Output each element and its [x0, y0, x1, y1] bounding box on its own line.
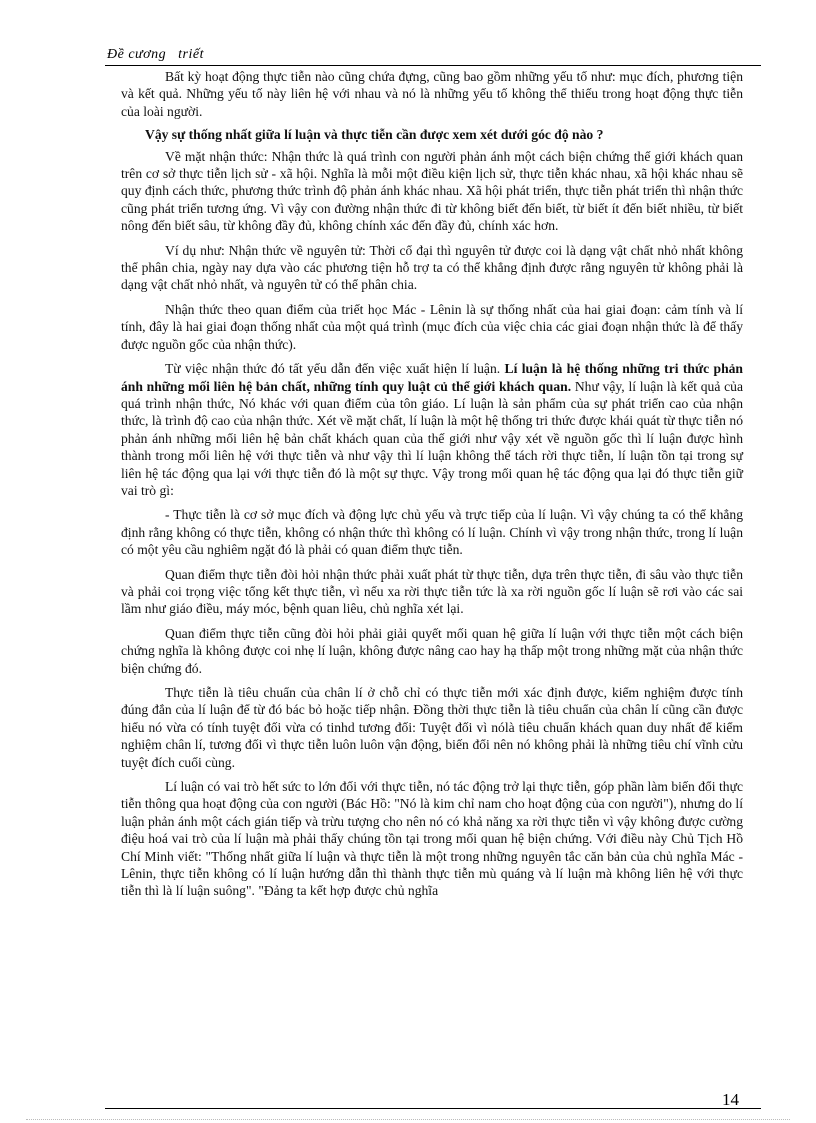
paragraph: Quan điểm thực tiễn đòi hỏi nhận thức phải xuất phát từ thực tiễn, dựa trên thực tiễn, đi sâu vào thực tiễn và phải coi trọng việc tổng kết thực tiễn, vì nếu xa rời thực tiễn tức là xa rời nguồn gốc lí luận sẽ rơi vào các sai lầm như giáo điều, máy móc, bệnh quan liêu, chủ nghĩa xét lại. — [121, 566, 743, 617]
body-text — [121, 68, 743, 907]
header-rule — [105, 65, 761, 66]
running-header: Đề cương triết — [107, 47, 204, 62]
footer-rule — [105, 1108, 761, 1109]
paragraph-rest: Như vậy, lí luận là kết quả của quá trình nhận thức, Nó khác với quan điểm của tôn giáo. Lí luận là sản phẩm của sự phát triển cao của nhận thức, là trình độ cao của nhận thức. Xét về mặt chất, lí luận là một hệ thống tri thức được khái quát từ thực tiễn nó phản ánh những mối liên hệ bản chất khách quan của thế giới như vậy xét về nguồn gốc thì lí luận được hình thành trong mối liên hệ với thực tiễn và như vậy thì lí luận không thể tách rời thực tiễn, lí luận tồn tại trong sự liên hệ tác động qua lại với thực tiễn đó là một sự thực. Vậy trong mối quan hệ tác động qua lại đó thực tiễn giữ vai trò gì: — [121, 378, 743, 498]
paragraph: Lí luận có vai trò hết sức to lớn đối với thực tiễn, nó tác động trở lại thực tiễn, góp phần làm biến đổi thực tiễn thông qua hoạt động của con người (Bác Hồ: "Nó là kim chỉ nam cho hoạt động của con người"), nhưng do lí luận phản ánh một cách gián tiếp và trừu tượng cho nên nó có khả năng xa rời thực tiễn vì vậy không được cường điệu hoá vai trò của lí luận mà phải thấy chúng tồn tại trong mối quan hệ biện chứng. Với điều này Chủ Tịch Hồ Chí Minh viết: "Thống nhất giữa lí luận và thực tiễn là một trong những nguyên tắc căn bản của chủ nghĩa Mác - Lênin, thực tiễn không có lí luận hướng dẫn thì thành thực tiễn mù quáng và lí luận mà không liên hệ với thực tiễn thì là lí luận suông". "Đảng ta kết hợp được chủ nghĩa — [121, 779, 743, 899]
page-number: 14 — [722, 1090, 739, 1109]
paragraph — [121, 360, 743, 499]
paragraph: Nhận thức theo quan điểm của triết học Mác - Lênin là sự thống nhất của hai giai đoạn: cảm tính và lí tính, đây là hai giai đoạn thống nhất của một quá trình (mục đích của việc chia các giai đoạn nhận thức là để thấy được nguồn gốc của nhận thức). — [121, 301, 743, 352]
paragraph: Bất kỳ hoạt động thực tiễn nào cũng chứa đựng, cũng bao gồm những yếu tố như: mục đích, phương tiện và kết quả. Những yếu tố này liên hệ với nhau và nó là những yếu tố không thể thiếu trong hoạt động thực tiễn của loài người. — [121, 69, 743, 119]
section-question: Vậy sự thống nhất giữa lí luận và thực tiễn cần được xem xét dưới góc độ nào ? — [145, 127, 604, 143]
paragraph: Quan điểm thực tiễn cũng đòi hỏi phải giải quyết mối quan hệ giữa lí luận với thực tiễn một cách biện chứng nghĩa là không được coi nhẹ lí luận, không được nâng cao hay hạ thấp một trong những mặt của nhận thức biện chứng đó. — [121, 625, 743, 676]
bullet-paragraph: - Thực tiễn là cơ sở mục đích và động lực chủ yếu và trực tiếp của lí luận. Vì vậy chúng ta có thể khẳng định rằng không có thực tiễn, không có nhận thức thì không có lí luận. Chính vì vậy trong nhận thức, trong lí luận có một yêu cầu nghiêm ngặt đó là phải có quan điểm thực tiễn. — [121, 507, 743, 558]
theory-definition: Lí luận là hệ thống những tri thức phản ánh những mối liên hệ bản chất, những tính quy luật củ thể giới khách quan. — [121, 361, 743, 394]
paragraph-lead: Từ việc nhận thức đó tất yếu dẫn đến việc xuất hiện lí luận. — [165, 361, 501, 377]
paragraph: Thực tiễn là tiêu chuẩn của chân lí ở chỗ chỉ có thực tiễn mới xác định được, kiểm nghiệm được tính đúng đắn của lí luận để từ đó bác bỏ hoặc tiếp nhận. Đồng thời thực tiễn là tiêu chuẩn của chân lí cũng cần được hiểu nó vừa có tính tuyệt đối vừa có tinhd tương đối: Tuyệt đối vì nólà tiêu chuẩn khách quan duy nhất để kiểm nghiệm chân lí, tương đối vì thực tiễn luôn luôn vận động, biến đổi nên nó không phải là những tiêu chí vĩnh cửu tuyệt đích cuối cùng. — [121, 685, 743, 770]
paragraph: Ví dụ như: Nhận thức về nguyên tử: Thời cổ đại thì nguyên tử được coi là dạng vật chất nhỏ nhất không thể phân chia, ngày nay dựa vào các phương tiện hỗ trợ ta có thể khẳng định được rằng nguyên tử không phải là dạng vật chất nhỏ nhất, và nguyên tử có thể phân chia. — [121, 242, 743, 293]
page-edge — [26, 1119, 790, 1120]
paragraph: Về mặt nhận thức: Nhận thức là quá trình con người phản ánh một cách biện chứng thế giới khách quan trên cơ sở thực tiễn lịch sử - xã hội. Nghĩa là mỗi một điều kiện lịch sử, thực tiễn khác nhau, xã hội khác nhau sẽ quy định cách thức, phương thức trình độ phản ánh khác nhau. Xã hội phát triển, thực tiễn phát triển thì nhận thức cũng phát triển tương ứng. Vì vậy con đường nhận thức đi từ không biết đến biết, từ biết ít đến biết nhiều, từ biết nông đến biết sâu, từ không đầy đủ, không chính xác đến đầy đủ, chính xác hơn. — [121, 148, 743, 234]
